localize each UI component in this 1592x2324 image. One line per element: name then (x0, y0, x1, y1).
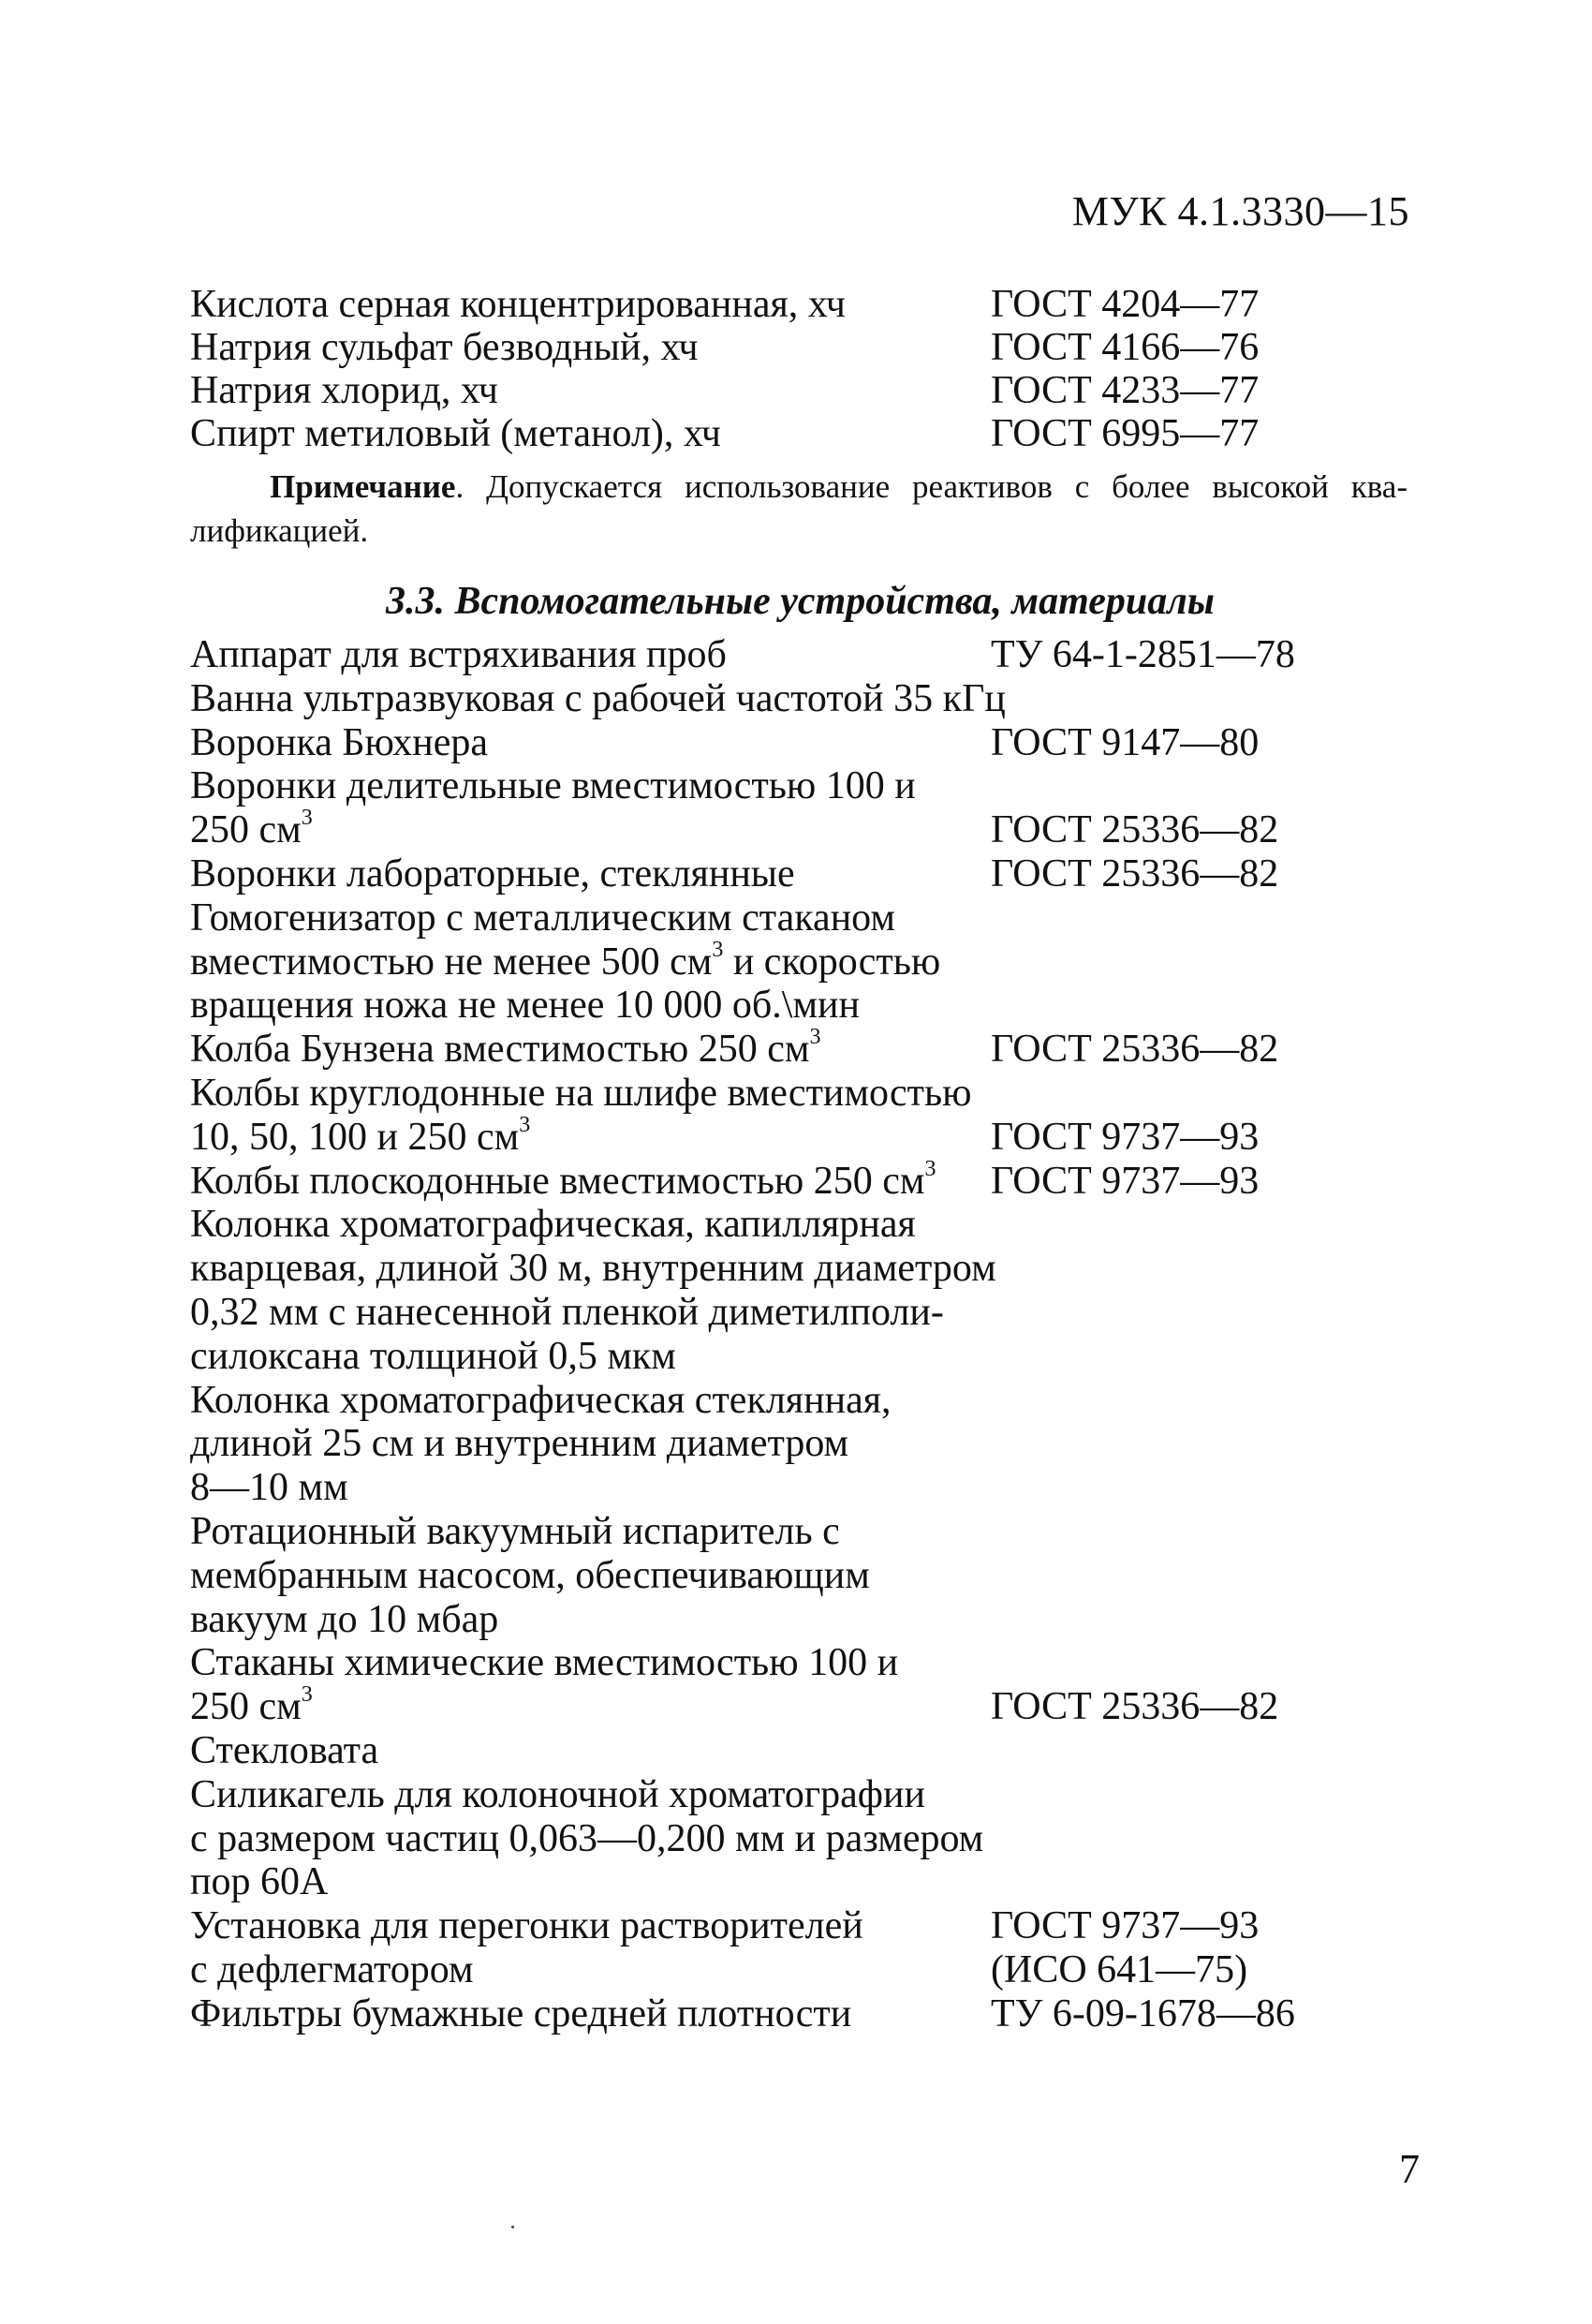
equipment-text-main: 250 см (190, 1685, 302, 1729)
list-item (190, 369, 1408, 412)
equipment-text-main: Воронки лабораторные, стеклянные (190, 851, 795, 896)
list-item (190, 412, 1408, 455)
equipment-text-main: длиной 25 см и внутренним диаметром (190, 1422, 849, 1466)
note-paragraph (190, 465, 1408, 553)
equipment-text-main: Стекловата (190, 1728, 379, 1772)
reagent-standard: ГОСТ 4204—77 (991, 283, 1260, 326)
equipment-text-main: Воронки делительные вместимостью 100 и (190, 764, 916, 808)
equipment-text-main: пор 60А (190, 1860, 329, 1904)
equipment-standard: ГОСТ 25336—82 (991, 808, 1279, 852)
equipment-text (190, 1247, 996, 1291)
list-item (190, 1335, 1408, 1379)
equipment-text (190, 1729, 378, 1773)
equipment-text-main: с дефлегматором (190, 1947, 474, 1991)
equipment-text-main: Установка для перегонки растворителей (190, 1904, 863, 1948)
equipment-text-main: вращения ножа не менее 10 000 об.\мин (190, 984, 860, 1028)
list-item (190, 1773, 1408, 1817)
equipment-standard: ГОСТ 9737—93 (991, 1159, 1260, 1203)
equipment-standard: ГОСТ 25336—82 (991, 1028, 1279, 1072)
list-item (190, 1948, 1408, 1992)
equipment-text-main: Стаканы химические вместимостью 100 и (190, 1641, 899, 1685)
reagent-name: Натрия хлорид, хч (190, 369, 498, 412)
superscript: 3 (519, 1112, 531, 1137)
equipment-text (190, 896, 895, 940)
equipment-text (190, 1904, 863, 1948)
reagent-name: Кислота серная концентрированная, хч (190, 283, 846, 326)
list-item (190, 1682, 1408, 1729)
equipment-text-main: 8—10 мм (190, 1466, 348, 1510)
equipment-text-main: Колба Бунзена вместимостью 250 см (190, 1028, 810, 1072)
equipment-text (190, 1773, 925, 1817)
section-title: 3.3. Вспомогательные устройства, материалы (386, 580, 1215, 623)
superscript: 3 (301, 1682, 313, 1708)
equipment-text-after: и скоростью (723, 940, 941, 984)
equipment-text-main: 250 см (190, 808, 302, 852)
equipment-text-main: Аппарат для встряхивания проб (190, 633, 727, 676)
equipment-text (190, 1554, 870, 1598)
equipment-text-main: вместимостью не менее 500 см (190, 940, 713, 984)
list-item (190, 1466, 1408, 1510)
equipment-text (190, 1466, 348, 1510)
note-line-1 (190, 465, 1408, 509)
list-item (190, 1156, 1408, 1204)
equipment-text (190, 1598, 498, 1642)
equipment-text (190, 1156, 936, 1204)
equipment-text-main: Силикагель для колоночной хроматографии (190, 1772, 925, 1816)
list-item (190, 852, 1408, 896)
list-item (190, 1554, 1408, 1598)
equipment-text (190, 677, 1006, 721)
equipment-text (190, 1335, 676, 1379)
superscript: 3 (301, 806, 313, 831)
equipment-text-main: Колонка хроматографическая стеклянная, (190, 1378, 892, 1422)
equipment-text (190, 1948, 474, 1992)
document-code: МУК 4.1.3330—15 (1071, 188, 1409, 234)
list-item (190, 326, 1408, 369)
equipment-text (190, 1025, 821, 1072)
scan-speck (511, 2226, 514, 2228)
equipment-text-main: Колбы плоскодонные вместимостью 250 см (190, 1159, 925, 1203)
equipment-text-main: кварцевая, длиной 30 м, внутренним диаметром (190, 1247, 996, 1291)
list-item (190, 721, 1408, 765)
equipment-text-main: Гомогенизатор с металлическим стаканом (190, 896, 895, 940)
equipment-text (190, 1291, 944, 1335)
equipment-text-main: Воронка Бюхнера (190, 720, 489, 764)
reagent-standard: ГОСТ 6995—77 (991, 412, 1260, 455)
list-item (190, 1510, 1408, 1554)
equipment-text (190, 852, 795, 896)
equipment-text-main: Колонка хроматографическая, капиллярная (190, 1203, 916, 1247)
superscript: 3 (809, 1025, 821, 1050)
equipment-text (190, 984, 860, 1028)
equipment-text-main: 0,32 мм с нанесенной пленкой диметилполи- (190, 1290, 944, 1334)
reagent-standard: ГОСТ 4166—76 (991, 326, 1260, 369)
equipment-text (190, 1422, 848, 1466)
note-text: . Допускается использование реактивов с более высокой ква- (455, 468, 1408, 505)
equipment-standard: ГОСТ 25336—82 (991, 1685, 1279, 1729)
equipment-text (190, 1112, 531, 1160)
list-item (190, 1817, 1408, 1861)
equipment-text (190, 1641, 898, 1685)
note-line-2: лификацией. (190, 512, 369, 549)
list-item (190, 1641, 1408, 1685)
equipment-text (190, 808, 313, 852)
list-item (190, 808, 1408, 852)
list-item (190, 1379, 1408, 1423)
equipment-text (190, 1992, 851, 2036)
equipment-text (190, 1379, 892, 1423)
list-item (190, 1203, 1408, 1247)
list-item (190, 1247, 1408, 1291)
equipment-text-main: Ротационный вакуумный испаритель с (190, 1509, 840, 1553)
equipment-text (190, 1072, 972, 1116)
list-item (190, 1992, 1408, 2036)
list-item (190, 1291, 1408, 1335)
reagents-list (190, 283, 1408, 455)
list-item (190, 937, 1408, 984)
list-item (190, 984, 1408, 1028)
list-item (190, 677, 1408, 721)
equipment-standard: ГОСТ 9737—93 (991, 1904, 1260, 1948)
equipment-text (190, 1817, 983, 1861)
list-item (190, 633, 1408, 677)
equipment-standard: ТУ 6-09-1678—86 (991, 1991, 1295, 2035)
equipment-text (190, 937, 941, 984)
superscript: 3 (924, 1156, 936, 1181)
reagent-standard: ГОСТ 4233—77 (991, 369, 1260, 412)
list-item (190, 1904, 1408, 1948)
list-item (190, 1860, 1408, 1904)
equipment-text-main: 10, 50, 100 и 250 см (190, 1115, 520, 1159)
equipment-text-main: силоксана толщиной 0,5 мкм (190, 1334, 676, 1378)
equipment-text-main: Колбы круглодонные на шлифе вместимостью (190, 1071, 972, 1115)
page-number: 7 (1399, 2146, 1420, 2192)
equipment-text (190, 1510, 840, 1554)
equipment-standard: ТУ 64-1-2851—78 (991, 633, 1295, 676)
list-item (190, 1025, 1408, 1072)
note-label: Примечание (270, 468, 456, 505)
equipment-list (190, 633, 1408, 2036)
equipment-standard: ГОСТ 25336—82 (991, 851, 1279, 896)
equipment-text (190, 1203, 916, 1247)
equipment-text-main: мембранным насосом, обеспечивающим (190, 1553, 870, 1597)
equipment-text (190, 764, 916, 808)
list-item (190, 1072, 1408, 1116)
list-item (190, 1422, 1408, 1466)
equipment-text (190, 1860, 328, 1904)
equipment-text-main: вакуум до 10 мбар (190, 1597, 499, 1641)
equipment-standard: ГОСТ 9737—93 (991, 1115, 1260, 1159)
equipment-text (190, 633, 727, 677)
equipment-text (190, 721, 488, 765)
equipment-text-main: Ванна ультразвуковая с рабочей частотой 35 кГц (190, 676, 1006, 720)
equipment-standard: (ИСО 641—75) (991, 1947, 1248, 1991)
reagent-name: Спирт метиловый (метанол), хч (190, 412, 721, 455)
equipment-text (190, 1682, 313, 1729)
list-item (190, 283, 1408, 326)
superscript: 3 (712, 937, 724, 962)
equipment-text-main: с размером частиц 0,063—0,200 мм и размером (190, 1816, 984, 1860)
list-item (190, 1729, 1408, 1773)
reagent-name: Натрия сульфат безводный, хч (190, 326, 699, 369)
list-item (190, 1112, 1408, 1160)
list-item (190, 896, 1408, 940)
list-item (190, 764, 1408, 808)
list-item (190, 1598, 1408, 1642)
equipment-text-main: Фильтры бумажные средней плотности (190, 1991, 852, 2035)
equipment-standard: ГОСТ 9147—80 (991, 720, 1260, 764)
